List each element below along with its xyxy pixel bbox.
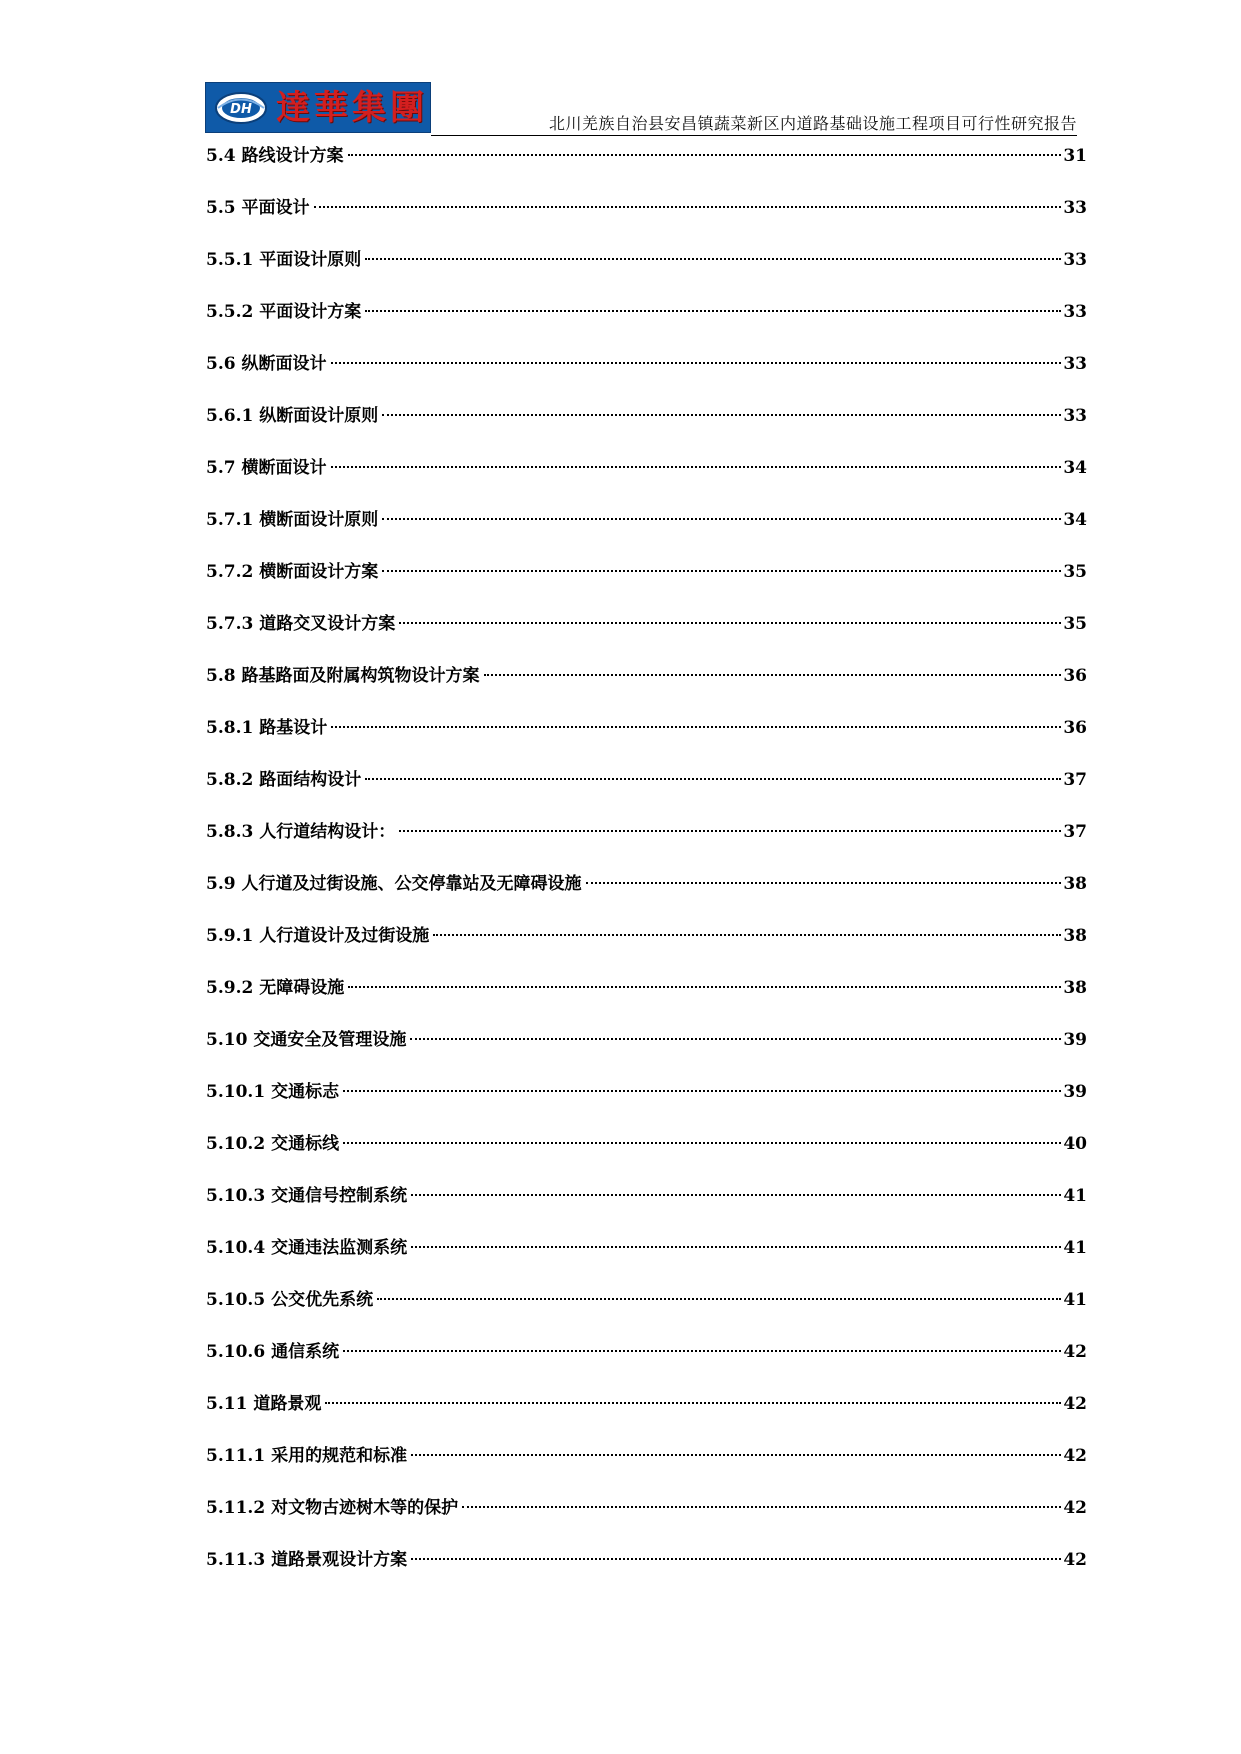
toc-page-number: 33 xyxy=(1063,198,1087,218)
toc-section-title: 平面设计方案 xyxy=(259,302,362,322)
toc-section-number: 5.10.2 xyxy=(206,1134,266,1154)
toc-entry[interactable] xyxy=(206,872,1087,924)
toc-dot-leader xyxy=(484,674,1062,676)
toc-entry-label xyxy=(206,560,378,584)
toc-page-number: 39 xyxy=(1063,1030,1087,1050)
toc-dot-leader xyxy=(410,1038,1061,1040)
toc-page-number: 34 xyxy=(1063,510,1087,530)
toc-entry[interactable] xyxy=(206,1548,1087,1600)
toc-section-title: 人行道结构设计： xyxy=(259,822,396,842)
toc-dot-leader xyxy=(411,1194,1061,1196)
toc-entry[interactable] xyxy=(206,1236,1087,1288)
toc-dot-leader xyxy=(462,1506,1061,1508)
toc-section-title: 横断面设计 xyxy=(241,458,327,478)
toc-section-title: 道路交叉设计方案 xyxy=(259,614,396,634)
toc-page-number: 41 xyxy=(1063,1186,1087,1206)
toc-entry[interactable] xyxy=(206,924,1087,976)
toc-dot-leader xyxy=(331,726,1061,728)
toc-entry-label xyxy=(206,404,378,428)
toc-dot-leader xyxy=(348,154,1062,156)
toc-entry[interactable] xyxy=(206,716,1087,768)
toc-entry[interactable] xyxy=(206,456,1087,508)
toc-section-number: 5.5.1 xyxy=(206,250,254,270)
toc-entry-label xyxy=(206,1444,407,1468)
toc-entry-label xyxy=(206,196,310,220)
toc-entry[interactable] xyxy=(206,1496,1087,1548)
toc-section-title: 路基路面及附属构筑物设计方案 xyxy=(241,666,480,686)
toc-section-title: 道路景观 xyxy=(253,1394,322,1414)
toc-section-title: 无障碍设施 xyxy=(259,978,345,998)
toc-dot-leader xyxy=(433,934,1061,936)
toc-section-title: 对文物古迹树木等的保护 xyxy=(271,1498,459,1518)
toc-dot-leader xyxy=(331,362,1062,364)
toc-entry-label xyxy=(206,924,429,948)
toc-section-title: 人行道及过街设施、公交停靠站及无障碍设施 xyxy=(241,874,582,894)
toc-section-number: 5.7.3 xyxy=(206,614,254,634)
toc-section-title: 路基设计 xyxy=(259,718,328,738)
toc-entry[interactable] xyxy=(206,768,1087,820)
toc-section-number: 5.10.6 xyxy=(206,1342,266,1362)
toc-section-number: 5.8 xyxy=(206,666,236,686)
toc-section-number: 5.10.1 xyxy=(206,1082,266,1102)
toc-section-number: 5.9.2 xyxy=(206,978,254,998)
toc-section-number: 5.10.5 xyxy=(206,1290,266,1310)
toc-section-number: 5.5 xyxy=(206,198,236,218)
document-title: 北川羌族自治县安昌镇蔬菜新区内道路基础设施工程项目可行性研究报告 xyxy=(548,114,1077,133)
toc-section-number: 5.11.3 xyxy=(206,1550,266,1570)
toc-entry[interactable] xyxy=(206,144,1087,196)
toc-page-number: 42 xyxy=(1063,1394,1087,1414)
toc-section-title: 交通信号控制系统 xyxy=(271,1186,408,1206)
toc-entry[interactable] xyxy=(206,352,1087,404)
toc-entry-label xyxy=(206,144,344,168)
toc-entry[interactable] xyxy=(206,508,1087,560)
toc-page-number: 41 xyxy=(1063,1290,1087,1310)
toc-entry[interactable] xyxy=(206,1444,1087,1496)
toc-page-number: 39 xyxy=(1063,1082,1087,1102)
toc-entry-label xyxy=(206,1496,458,1520)
toc-section-number: 5.8.1 xyxy=(206,718,254,738)
toc-dot-leader xyxy=(382,570,1061,572)
toc-entry-label xyxy=(206,612,395,636)
toc-section-title: 交通违法监测系统 xyxy=(271,1238,408,1258)
header-rule xyxy=(431,135,1077,136)
toc-page-number: 33 xyxy=(1063,406,1087,426)
toc-entry-label xyxy=(206,1080,339,1104)
toc-section-number: 5.8.3 xyxy=(206,822,254,842)
toc-page-number: 34 xyxy=(1063,458,1087,478)
toc-page-number: 36 xyxy=(1063,718,1087,738)
toc-page-number: 33 xyxy=(1063,354,1087,374)
toc-page-number: 37 xyxy=(1063,770,1087,790)
toc-dot-leader xyxy=(331,466,1062,468)
toc-section-number: 5.9 xyxy=(206,874,236,894)
toc-section-title: 纵断面设计原则 xyxy=(259,406,379,426)
toc-dot-leader xyxy=(343,1090,1061,1092)
toc-dot-leader xyxy=(343,1142,1061,1144)
toc-section-title: 路线设计方案 xyxy=(241,146,344,166)
toc-entry-label xyxy=(206,1340,339,1364)
toc-dot-leader xyxy=(382,518,1061,520)
toc-section-number: 5.7.1 xyxy=(206,510,254,530)
toc-entry[interactable] xyxy=(206,1080,1087,1132)
toc-dot-leader xyxy=(586,882,1062,884)
toc-section-title: 交通标志 xyxy=(271,1082,340,1102)
toc-entry-label xyxy=(206,1132,339,1156)
toc-dot-leader xyxy=(411,1246,1061,1248)
toc-entry-label xyxy=(206,352,327,376)
toc-dot-leader xyxy=(365,310,1061,312)
toc-section-number: 5.10 xyxy=(206,1030,248,1050)
toc-entry[interactable] xyxy=(206,612,1087,664)
toc-page-number: 33 xyxy=(1063,250,1087,270)
toc-page-number: 42 xyxy=(1063,1342,1087,1362)
toc-page-number: 31 xyxy=(1063,146,1087,166)
toc-entry[interactable] xyxy=(206,1340,1087,1392)
toc-entry[interactable] xyxy=(206,976,1087,1028)
toc-section-title: 通信系统 xyxy=(271,1342,340,1362)
toc-dot-leader xyxy=(314,206,1062,208)
toc-page-number: 38 xyxy=(1063,874,1087,894)
toc-entry[interactable] xyxy=(206,820,1087,872)
toc-entry-label xyxy=(206,1548,407,1572)
toc-section-title: 采用的规范和标准 xyxy=(271,1446,408,1466)
table-of-contents xyxy=(206,144,1087,1600)
toc-dot-leader xyxy=(399,622,1061,624)
toc-entry-label xyxy=(206,1288,373,1312)
toc-page-number: 37 xyxy=(1063,822,1087,842)
toc-section-number: 5.7 xyxy=(206,458,236,478)
toc-entry[interactable] xyxy=(206,560,1087,612)
toc-section-number: 5.10.3 xyxy=(206,1186,266,1206)
toc-page-number: 33 xyxy=(1063,302,1087,322)
toc-section-title: 横断面设计原则 xyxy=(259,510,379,530)
toc-entry-label xyxy=(206,664,480,688)
toc-section-title: 横断面设计方案 xyxy=(259,562,379,582)
toc-entry-label xyxy=(206,1184,407,1208)
toc-section-title: 路面结构设计 xyxy=(259,770,362,790)
toc-entry-label xyxy=(206,1028,406,1052)
toc-dot-leader xyxy=(365,258,1061,260)
toc-entry-label xyxy=(206,508,378,532)
toc-section-number: 5.6.1 xyxy=(206,406,254,426)
toc-entry[interactable] xyxy=(206,1392,1087,1444)
toc-section-number: 5.6 xyxy=(206,354,236,374)
toc-section-number: 5.7.2 xyxy=(206,562,254,582)
toc-page-number: 41 xyxy=(1063,1238,1087,1258)
toc-page-number: 42 xyxy=(1063,1446,1087,1466)
logo-text: 達華集團 xyxy=(276,88,428,128)
toc-entry[interactable] xyxy=(206,1028,1087,1080)
toc-dot-leader xyxy=(348,986,1061,988)
toc-entry[interactable] xyxy=(206,196,1087,248)
toc-entry[interactable] xyxy=(206,248,1087,300)
toc-page-number: 38 xyxy=(1063,926,1087,946)
toc-entry[interactable] xyxy=(206,300,1087,352)
toc-entry[interactable] xyxy=(206,1132,1087,1184)
toc-page-number: 36 xyxy=(1063,666,1087,686)
toc-dot-leader xyxy=(325,1402,1061,1404)
toc-page-number: 40 xyxy=(1063,1134,1087,1154)
toc-section-number: 5.11.1 xyxy=(206,1446,266,1466)
toc-dot-leader xyxy=(399,830,1061,832)
toc-entry-label xyxy=(206,456,327,480)
toc-entry-label xyxy=(206,872,582,896)
toc-section-title: 公交优先系统 xyxy=(271,1290,374,1310)
toc-entry[interactable] xyxy=(206,404,1087,456)
toc-entry-label xyxy=(206,716,327,740)
page-header xyxy=(205,82,1077,138)
toc-dot-leader xyxy=(382,414,1061,416)
toc-entry[interactable] xyxy=(206,664,1087,716)
toc-dot-leader xyxy=(411,1558,1061,1560)
toc-page-number: 42 xyxy=(1063,1550,1087,1570)
toc-page-number: 35 xyxy=(1063,562,1087,582)
company-emblem-icon xyxy=(214,91,268,125)
toc-entry-label xyxy=(206,820,395,844)
toc-section-number: 5.4 xyxy=(206,146,236,166)
toc-entry-label xyxy=(206,248,361,272)
toc-section-number: 5.10.4 xyxy=(206,1238,266,1258)
toc-entry-label xyxy=(206,976,344,1000)
toc-section-title: 平面设计原则 xyxy=(259,250,362,270)
company-logo xyxy=(205,82,431,133)
toc-section-number: 5.11.2 xyxy=(206,1498,266,1518)
toc-dot-leader xyxy=(377,1298,1061,1300)
toc-section-title: 交通标线 xyxy=(271,1134,340,1154)
toc-dot-leader xyxy=(411,1454,1061,1456)
toc-entry-label xyxy=(206,300,361,324)
toc-section-number: 5.5.2 xyxy=(206,302,254,322)
toc-entry-label xyxy=(206,1392,321,1416)
toc-section-title: 交通安全及管理设施 xyxy=(253,1030,407,1050)
toc-section-number: 5.9.1 xyxy=(206,926,254,946)
toc-entry-label xyxy=(206,1236,407,1260)
toc-page-number: 42 xyxy=(1063,1498,1087,1518)
toc-entry[interactable] xyxy=(206,1288,1087,1340)
toc-entry[interactable] xyxy=(206,1184,1087,1236)
logo-mark-text: DH xyxy=(230,102,252,117)
toc-dot-leader xyxy=(365,778,1061,780)
toc-page-number: 38 xyxy=(1063,978,1087,998)
toc-section-title: 纵断面设计 xyxy=(241,354,327,374)
toc-section-number: 5.11 xyxy=(206,1394,248,1414)
toc-entry-label xyxy=(206,768,361,792)
toc-dot-leader xyxy=(343,1350,1061,1352)
toc-page-number: 35 xyxy=(1063,614,1087,634)
toc-section-title: 平面设计 xyxy=(241,198,310,218)
toc-section-title: 人行道设计及过街设施 xyxy=(259,926,430,946)
toc-section-number: 5.8.2 xyxy=(206,770,254,790)
toc-section-title: 道路景观设计方案 xyxy=(271,1550,408,1570)
